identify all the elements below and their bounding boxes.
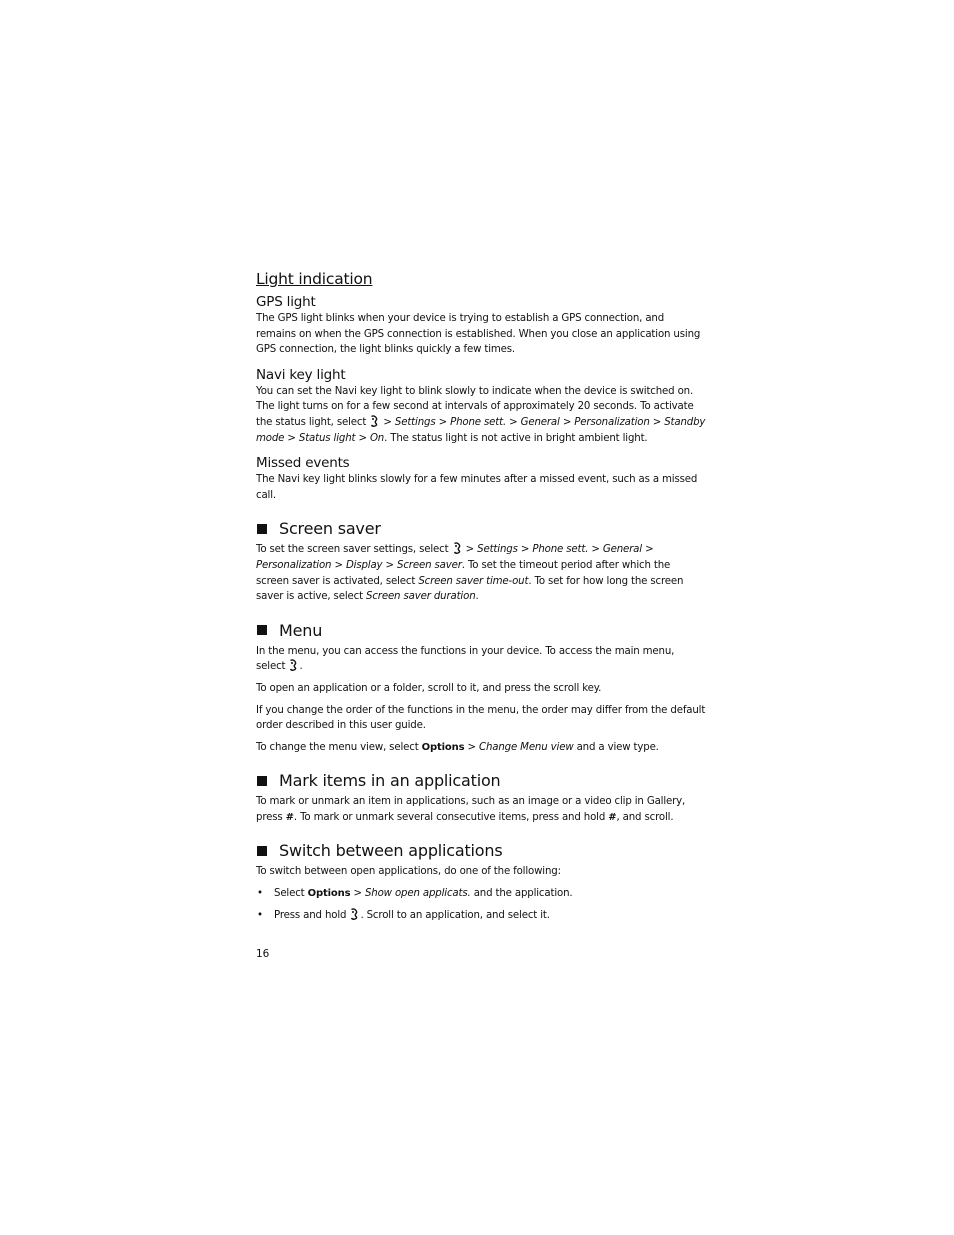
square-bullet-icon: [257, 846, 267, 856]
section-title-light-indication: Light indication: [256, 270, 373, 288]
heading-menu: Menu: [256, 621, 706, 640]
menu-paragraph-4: To change the menu view, select Options > Change Menu view and a view type.: [256, 741, 659, 753]
square-bullet-icon: [257, 524, 267, 534]
switch-apps-intro: To switch between open applications, do one of the following:: [256, 866, 561, 878]
heading-switch-apps: Switch between applications: [256, 841, 706, 860]
square-bullet-icon: [257, 776, 267, 786]
path-settings: Settings: [394, 416, 436, 428]
square-bullet-icon: [257, 625, 267, 635]
subtitle-missed-events: Missed events: [256, 455, 350, 472]
path-standby-mode: Standby mode: [256, 416, 706, 444]
subtitle-navi-key-light: Navi key light: [256, 366, 346, 383]
menu-key-icon: [289, 659, 298, 671]
menu-key-icon: [370, 415, 379, 427]
heading-screen-saver: Screen saver: [256, 519, 706, 538]
path-phone-sett: Phone sett.: [450, 416, 507, 428]
path-general: General: [520, 416, 560, 428]
switch-apps-list: [256, 886, 706, 923]
menu-key-icon: [453, 542, 462, 554]
path-status-light: Status light: [298, 432, 356, 444]
menu-paragraph-2: To open an application or a folder, scroll to it, and press the scroll key.: [256, 682, 602, 694]
list-item: • Press and hold . Scroll to an application, and select it.: [257, 909, 550, 921]
page-content: [256, 270, 706, 929]
path-on: On: [369, 432, 385, 444]
gps-light-text: The GPS light blinks when your device is trying to establish a GPS connection, and remains on when the GPS connection is established. When you close an application using GPS connection, the light blinks quickly a few times.: [256, 313, 701, 356]
subtitle-gps-light: GPS light: [256, 294, 316, 310]
page-number: 16: [256, 948, 270, 960]
heading-mark-items: Mark items in an application: [256, 771, 706, 790]
missed-events-text: The Navi key light blinks slowly for a few minutes after a missed event, such as a missed call.: [256, 474, 698, 501]
menu-paragraph-1: In the menu, you can access the functions in your device. To access the main menu, select .: [256, 645, 675, 673]
screen-saver-text: To set the screen saver settings, select > Settings > Phone sett. > General > Personalization > Display > Screen saver. To set the timeout period after which the screen saver is activated, select Screen saver time-out. To set for how long the screen saver is active, select Screen saver duration.: [256, 544, 684, 603]
mark-items-text: To mark or unmark an item in applications, such as an image or a video clip in Gallery, press #. To mark or unmark several consecutive items, press and hold #, and scroll.: [256, 796, 686, 823]
menu-paragraph-3: If you change the order of the functions in the menu, the order may differ from the default order described in this user guide.: [256, 704, 706, 732]
list-item: • Select Options > Show open applicats. and the application.: [257, 888, 573, 900]
menu-key-icon: [350, 908, 359, 920]
path-personalization: Personalization: [574, 416, 650, 428]
navi-key-light-text: You can set the Navi key light to blink slowly to indicate when the device is switched on. The light turns on for a few second at intervals of approximately 20 seconds. To activate the status light, select > Settings > Phone sett. > General > Personalization > Standby mode > Status light > On. The status light is not active in bright ambient light.: [256, 385, 706, 444]
